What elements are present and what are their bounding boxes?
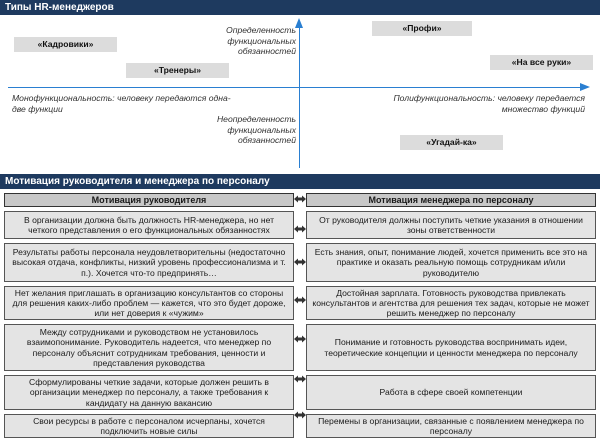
- left-cell: Нет желания приглашать в организацию консультантов со стороны для решения каких-либо проблем — кажется, что это будет дороже, или нет доверия к «чужим»: [4, 286, 294, 320]
- column-header-hr-manager: Мотивация менеджера по персоналу: [306, 193, 596, 207]
- double-arrow-icon: [294, 411, 306, 419]
- double-arrow-icon: [294, 258, 306, 266]
- column-header-manager: Мотивация руководителя: [4, 193, 294, 207]
- right-cell: Работа в сфере своей компетенции: [306, 375, 596, 410]
- left-cell: Сформулированы четкие задачи, которые должен решить в организации менеджер по персоналу, а также требования к кандидату на данную вакансию: [4, 375, 294, 410]
- axis-label-uncertainty: Неопределенность функциональных обязанностей: [216, 114, 296, 145]
- type-box-profi: «Профи»: [372, 21, 472, 36]
- double-arrow-icon: [294, 225, 306, 233]
- type-box-ugadai-ka: «Угадай-ка»: [400, 135, 503, 150]
- left-cell: Между сотрудниками и руководством не установилось взаимопонимание. Руководитель надеется, что менеджер по персоналу объяснит сотрудникам требования, ценности и представления руководства: [4, 324, 294, 371]
- section-title-motivation: Мотивация руководителя и менеджера по персоналу: [0, 174, 600, 189]
- horizontal-axis-arrow-icon: [580, 83, 590, 91]
- right-cell: Понимание и готовность руководства воспринимать идеи, теоретические концепции и ценности менеджера по персоналу: [306, 324, 596, 371]
- axis-label-monofunctional: Монофункциональность: человеку передаются одна-две функции: [12, 93, 231, 114]
- double-arrow-icon: [294, 375, 306, 383]
- vertical-axis: [299, 25, 300, 168]
- left-cell: В организации должна быть должность HR-менеджера, но нет четкого представления о его функциональных обязанностях: [4, 211, 294, 239]
- type-box-trenery: «Тренеры»: [126, 63, 229, 78]
- vertical-axis-arrow-icon: [295, 18, 303, 28]
- column-hr-manager-motivation: [306, 193, 596, 442]
- axis-label-polyfunctional: Полифункциональность: человеку передается множество функций: [393, 93, 585, 114]
- axis-label-certainty: Определенность функциональных обязанностей: [226, 25, 296, 56]
- section-title-hr-types: Типы HR-менеджеров: [0, 0, 600, 15]
- left-cell: Результаты работы персонала неудовлетворительны (недостаточно высокая отдача, конфликты, низкий уровень профессионализма и т. п.). Хочется что-то предпринять…: [4, 243, 294, 282]
- double-arrow-icon: [294, 335, 306, 343]
- double-arrow-icon: [294, 195, 306, 203]
- right-cell: Есть знания, опыт, понимание людей, хочется применить все это на практике и оказать реальную помощь сотрудникам и/или руководителю: [306, 243, 596, 282]
- right-cell: Перемены в организации, связанные с появлением менеджера по персоналу: [306, 414, 596, 438]
- left-cell: Свои ресурсы в работе с персоналом исчерпаны, хочется подключить новые силы: [4, 414, 294, 438]
- type-box-kadroviki: «Кадровики»: [14, 37, 117, 52]
- right-cell: Достойная зарплата. Готовность руководства привлекать консультантов и агентства для решения тех задач, которые не может решить менеджер по персоналу: [306, 286, 596, 320]
- column-manager-motivation: [4, 193, 294, 442]
- double-arrow-icon: [294, 296, 306, 304]
- type-box-na-vse-ruki: «На все руки»: [490, 55, 593, 70]
- hr-types-diagram: [0, 15, 600, 174]
- horizontal-axis: [8, 87, 582, 88]
- right-cell: От руководителя должны поступить четкие указания в отношении зоны ответственности: [306, 211, 596, 239]
